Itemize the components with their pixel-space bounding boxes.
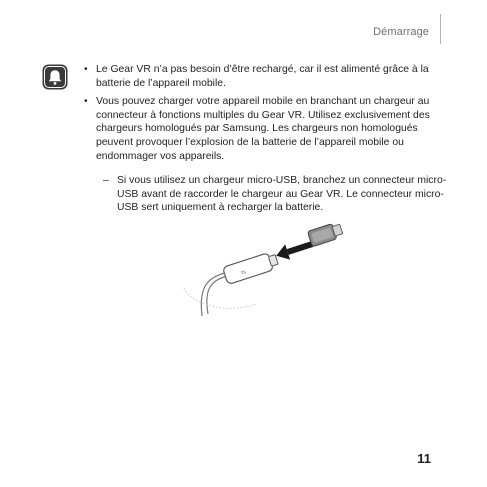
bullet-text: Vous pouvez charger votre appareil mobile en branchant un chargeur au connecteur à fonctions multiples du Gear VR. Utilisez exclusivement des chargeurs homologués par Samsung. Les chargeurs non homologués peuvent provoquer l’explosion de la batterie de l’appareil mobile ou endommager vos appareils. <box>96 96 430 162</box>
bullet-marker: • <box>84 64 88 75</box>
page-number: 11 <box>417 451 431 466</box>
sub-note <box>103 174 452 215</box>
bullet-list <box>84 63 440 168</box>
micro-usb-connector-illustration <box>180 218 350 318</box>
bell-notice-icon <box>42 64 68 90</box>
usb-plug <box>222 251 279 285</box>
header-section-title: Démarrage <box>373 26 429 38</box>
bullet-item <box>84 95 440 163</box>
header-divider <box>440 14 441 44</box>
sub-note-marker: – <box>103 175 109 186</box>
insert-arrow-icon <box>274 236 315 263</box>
bullet-marker: • <box>84 96 88 108</box>
bullet-text: Le Gear VR n’a pas besoin d’être rechargé, car il est alimenté grâce à la batterie de l’appareil mobile. <box>96 64 429 89</box>
micro-usb-adapter <box>307 221 343 246</box>
svg-text:⇆: ⇆ <box>240 268 248 277</box>
sub-note-text: Si vous utilisez un chargeur micro-USB, branchez un connecteur micro-USB avant de raccorder le chargeur au Gear VR. Le connecteur micro-USB sert uniquement à recharger la batterie. <box>117 175 447 214</box>
bullet-item <box>84 63 440 90</box>
